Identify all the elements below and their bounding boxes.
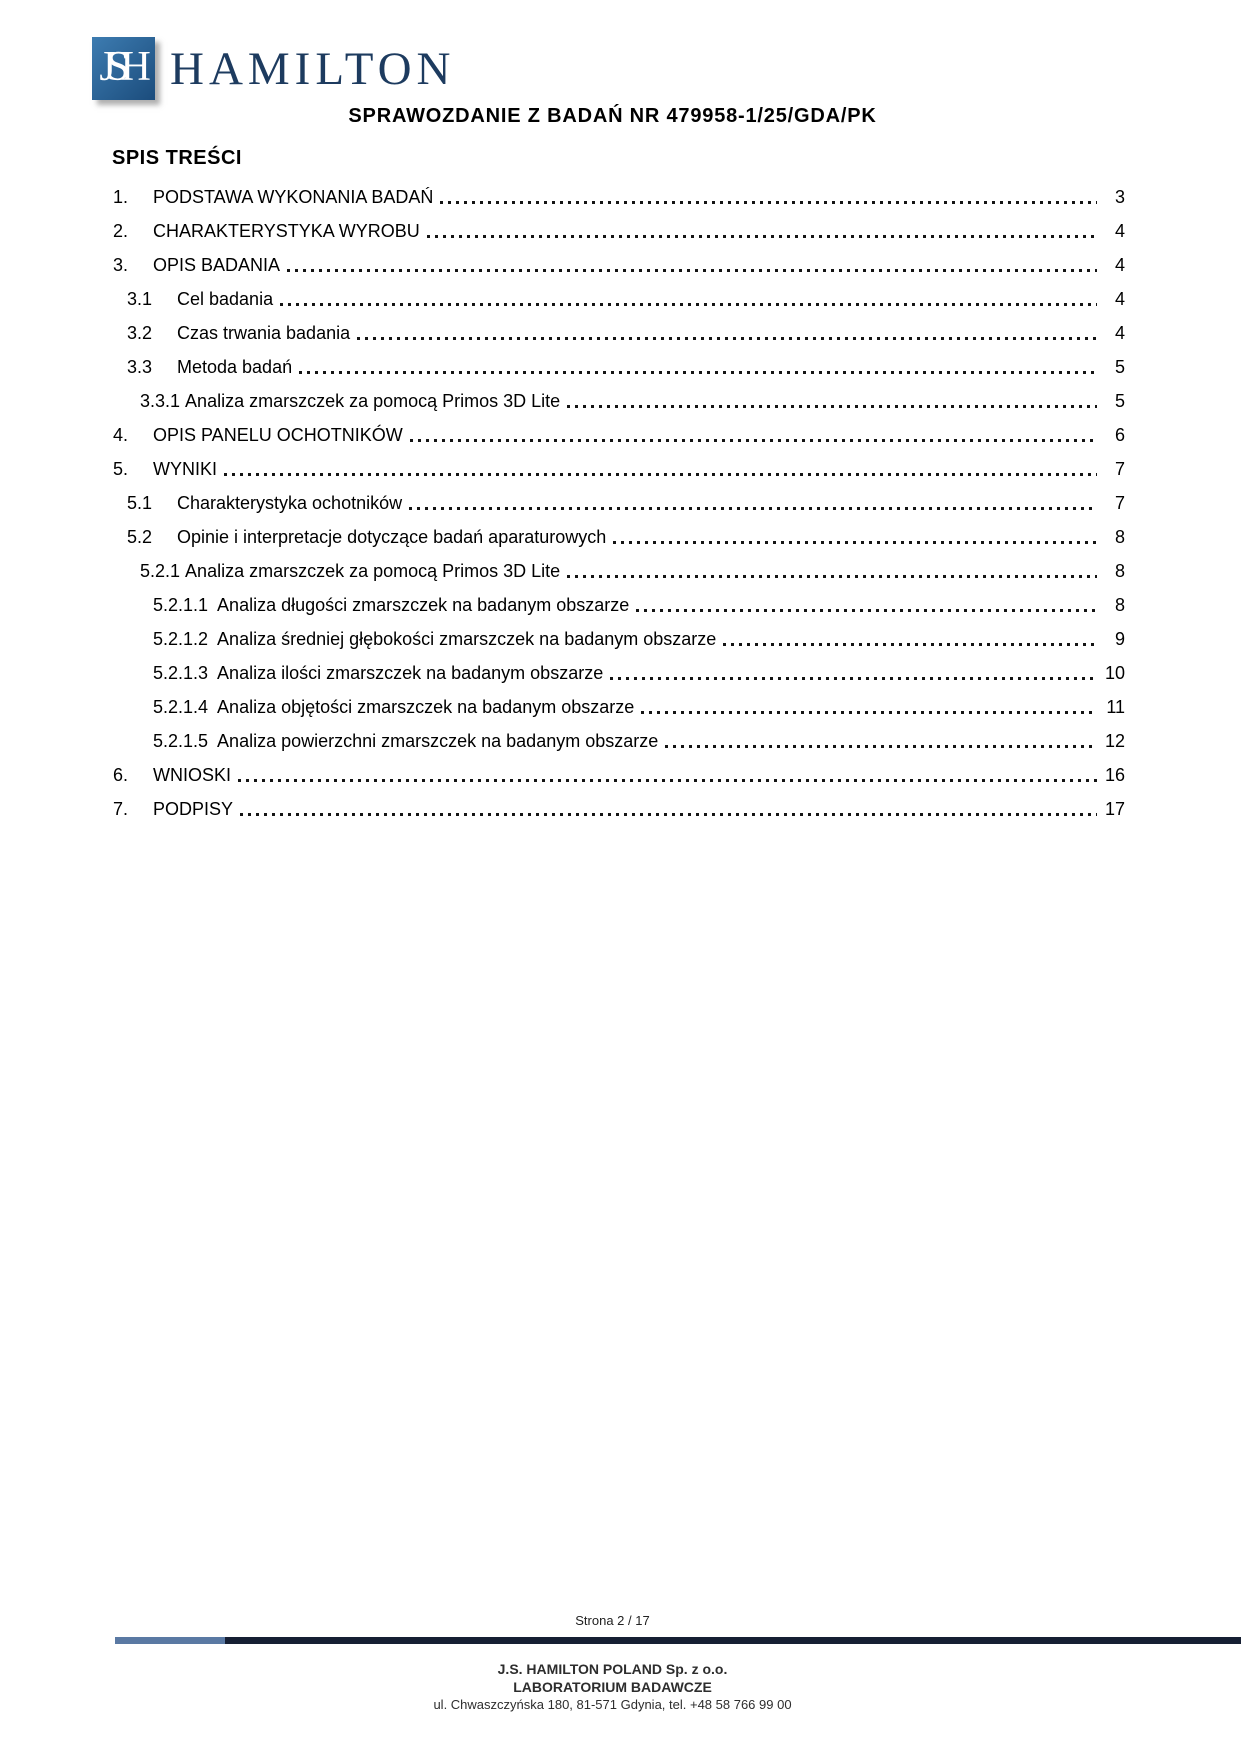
company-name: J.S. HAMILTON POLAND Sp. z o.o. bbox=[497, 1661, 728, 1677]
toc-entry-number: 5.2.1.4 bbox=[153, 697, 209, 717]
toc-entry-page-number: 5 bbox=[1114, 357, 1125, 377]
toc-entry-number: 5.2.1.1 bbox=[153, 595, 209, 615]
toc-entry-page-number: 8 bbox=[1114, 527, 1125, 547]
address-line: ul. Chwaszczyńska 180, 81-571 Gdynia, tel. +48 58 766 99 00 bbox=[433, 1697, 792, 1712]
toc-entry-page-number: 4 bbox=[1114, 323, 1125, 343]
toc-entry-number: 5.1 bbox=[127, 493, 153, 513]
toc-entry bbox=[100, 796, 1125, 822]
toc-entry-page-number: 11 bbox=[1106, 697, 1125, 717]
toc-entry-label: Charakterystyka ochotników bbox=[177, 493, 403, 513]
toc-entry-page-number: 10 bbox=[1104, 663, 1125, 683]
dotted-leader bbox=[610, 677, 1097, 680]
toc-entry-label: Analiza powierzchni zmarszczek na badanym obszarze bbox=[217, 731, 659, 751]
toc-entry-label: Analiza zmarszczek za pomocą Primos 3D Lite bbox=[185, 391, 561, 411]
toc-entry bbox=[100, 694, 1125, 720]
dotted-leader bbox=[357, 337, 1097, 340]
toc-entry bbox=[100, 626, 1125, 652]
laboratory-name: LABORATORIUM BADAWCZE bbox=[513, 1679, 712, 1695]
brand-wordmark: HAMILTON bbox=[170, 43, 456, 95]
toc-entry-number: 6. bbox=[113, 765, 129, 785]
toc-heading: SPIS TREŚCI bbox=[112, 147, 242, 169]
toc-entry-page-number: 4 bbox=[1114, 289, 1125, 309]
hamilton-logo-icon bbox=[92, 37, 155, 100]
toc-entry-label: PODPISY bbox=[153, 799, 234, 819]
toc-entry-page-number: 4 bbox=[1114, 255, 1125, 275]
toc-entry-page-number: 8 bbox=[1114, 595, 1125, 615]
jsh-monogram: JSH bbox=[99, 43, 142, 90]
toc-entry-page-number: 4 bbox=[1114, 221, 1125, 241]
footer-bar-dark-segment bbox=[225, 1637, 1241, 1644]
toc-entry-number: 5. bbox=[113, 459, 129, 479]
toc-entry-number: 3.2 bbox=[127, 323, 153, 343]
footer-info bbox=[100, 1660, 1125, 1714]
toc-entry-label: Analiza średniej głębokości zmarszczek na badanym obszarze bbox=[217, 629, 717, 649]
dotted-leader bbox=[641, 711, 1097, 714]
toc-entry bbox=[100, 456, 1125, 482]
toc-entry-number: 5.2.1.3 bbox=[153, 663, 209, 683]
dotted-leader bbox=[410, 439, 1097, 442]
toc-entry-label: OPIS BADANIA bbox=[153, 255, 281, 275]
dotted-leader bbox=[567, 405, 1097, 408]
dotted-leader bbox=[613, 541, 1097, 544]
toc-entry-page-number: 7 bbox=[1114, 493, 1125, 513]
dotted-leader bbox=[636, 609, 1097, 612]
toc-entry-page-number: 9 bbox=[1114, 629, 1125, 649]
toc-entry-page-number: 5 bbox=[1114, 391, 1125, 411]
dotted-leader bbox=[427, 235, 1097, 238]
toc-entry-label: Analiza długości zmarszczek na badanym obszarze bbox=[217, 595, 630, 615]
toc-entry-number: 4. bbox=[113, 425, 129, 445]
toc-entry bbox=[100, 660, 1125, 686]
toc-entry-number: 5.2 bbox=[127, 527, 153, 547]
toc-entry-label: Analiza zmarszczek za pomocą Primos 3D Lite bbox=[185, 561, 561, 581]
toc-entry-number: 3.3.1 bbox=[140, 391, 181, 411]
toc-entry-page-number: 6 bbox=[1114, 425, 1125, 445]
toc-list bbox=[100, 184, 1125, 830]
toc-entry bbox=[100, 524, 1125, 550]
toc-entry bbox=[100, 286, 1125, 312]
toc-entry-number: 3.3 bbox=[127, 357, 153, 377]
toc-entry bbox=[100, 558, 1125, 584]
toc-entry bbox=[100, 388, 1125, 414]
toc-entry-label: Analiza objętości zmarszczek na badanym obszarze bbox=[217, 697, 635, 717]
dotted-leader bbox=[287, 269, 1097, 272]
toc-entry-page-number: 12 bbox=[1104, 731, 1125, 751]
toc-entry bbox=[100, 490, 1125, 516]
dotted-leader bbox=[665, 745, 1097, 748]
toc-entry-label: Opinie i interpretacje dotyczące badań aparaturowych bbox=[177, 527, 607, 547]
dotted-leader bbox=[409, 507, 1097, 510]
toc-entry-label: CHARAKTERYSTYKA WYROBU bbox=[153, 221, 420, 241]
dotted-leader bbox=[240, 813, 1097, 816]
toc-entry-label: OPIS PANELU OCHOTNIKÓW bbox=[153, 425, 403, 445]
toc-entry-page-number: 17 bbox=[1104, 799, 1125, 819]
toc-entry-page-number: 7 bbox=[1114, 459, 1125, 479]
dotted-leader bbox=[723, 643, 1097, 646]
dotted-leader bbox=[440, 201, 1097, 204]
dotted-leader bbox=[238, 779, 1097, 782]
toc-entry-label: Cel badania bbox=[177, 289, 274, 309]
dotted-leader bbox=[280, 303, 1097, 306]
toc-entry-number: 5.2.1.2 bbox=[153, 629, 209, 649]
dotted-leader bbox=[567, 575, 1097, 578]
toc-entry-number: 3.1 bbox=[127, 289, 153, 309]
dotted-leader bbox=[299, 371, 1097, 374]
footer-divider-bar bbox=[115, 1637, 1241, 1644]
page-indicator: Strona 2 / 17 bbox=[575, 1613, 650, 1628]
toc-entry bbox=[100, 184, 1125, 210]
toc-entry-label: WYNIKI bbox=[153, 459, 218, 479]
toc-entry-number: 5.2.1.5 bbox=[153, 731, 209, 751]
toc-entry bbox=[100, 354, 1125, 380]
toc-entry bbox=[100, 728, 1125, 754]
toc-entry-label: PODSTAWA WYKONANIA BADAŃ bbox=[153, 187, 434, 207]
report-title: SPRAWOZDANIE Z BADAŃ NR 479958-1/25/GDA/PK bbox=[348, 105, 877, 127]
toc-entry-label: Analiza ilości zmarszczek na badanym obszarze bbox=[217, 663, 604, 683]
toc-entry-number: 2. bbox=[113, 221, 129, 241]
toc-entry-page-number: 8 bbox=[1114, 561, 1125, 581]
footer-bar-accent-segment bbox=[115, 1637, 225, 1644]
toc-entry-page-number: 16 bbox=[1104, 765, 1125, 785]
toc-entry bbox=[100, 422, 1125, 448]
toc-entry bbox=[100, 592, 1125, 618]
dotted-leader bbox=[224, 473, 1097, 476]
toc-entry bbox=[100, 762, 1125, 788]
toc-entry bbox=[100, 218, 1125, 244]
toc-entry-number: 1. bbox=[113, 187, 129, 207]
toc-entry-label: WNIOSKI bbox=[153, 765, 232, 785]
toc-entry-number: 7. bbox=[113, 799, 129, 819]
toc-entry bbox=[100, 320, 1125, 346]
toc-entry bbox=[100, 252, 1125, 278]
toc-entry-number: 5.2.1 bbox=[140, 561, 181, 581]
toc-entry-number: 3. bbox=[113, 255, 129, 275]
toc-entry-label: Metoda badań bbox=[177, 357, 293, 377]
toc-entry-label: Czas trwania badania bbox=[177, 323, 351, 343]
toc-entry-page-number: 3 bbox=[1114, 187, 1125, 207]
